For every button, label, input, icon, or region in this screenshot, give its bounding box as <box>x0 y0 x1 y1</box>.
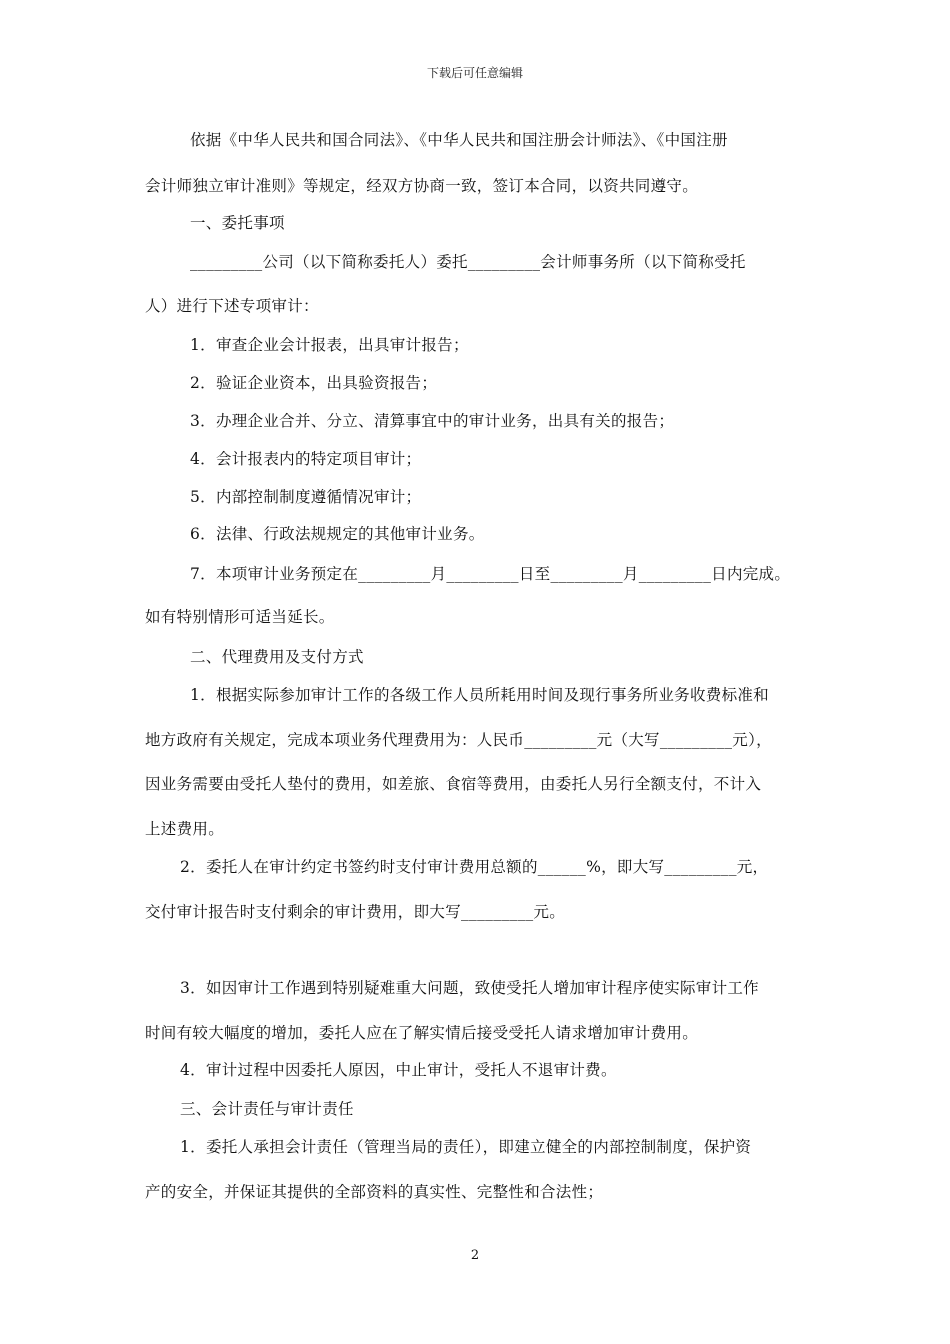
paragraph-line: 会计师独立审计准则》等规定，经双方协商一致，签订本合同，以资共同遵守。 <box>145 177 699 195</box>
paragraph-line: 2．委托人在审计约定书签约时支付审计费用总额的______%，即大写_________元， <box>180 858 769 876</box>
paragraph-line: 如有特别情形可适当延长。 <box>145 608 335 626</box>
paragraph-line: 4．审计过程中因委托人原因，中止审计，受托人不退审计费。 <box>180 1061 617 1079</box>
paragraph-line: 上述费用。 <box>145 820 225 838</box>
list-item: 3．办理企业合并、分立、清算事宜中的审计业务，出具有关的报告； <box>190 412 675 430</box>
section-heading: 三、会计责任与审计责任 <box>180 1100 354 1118</box>
paragraph-line: 产的安全，并保证其提供的全部资料的真实性、完整性和合法性； <box>145 1183 604 1201</box>
paragraph-line: 1．根据实际参加审计工作的各级工作人员所耗用时间及现行事务所业务收费标准和 <box>190 686 769 704</box>
page-header: 下载后可任意编辑 <box>426 66 523 80</box>
paragraph-line: 时间有较大幅度的增加，委托人应在了解实情后接受受托人请求增加审计费用。 <box>145 1024 699 1042</box>
section-heading: 一、委托事项 <box>190 214 285 232</box>
list-item: 6．法律、行政法规规定的其他审计业务。 <box>190 525 485 543</box>
paragraph-line: 人）进行下述专项审计： <box>145 297 319 315</box>
list-item: 5．内部控制制度遵循情况审计； <box>190 488 422 506</box>
list-item: 7．本项审计业务预定在_________月_________日至_________月_________日内完成。 <box>190 565 791 583</box>
paragraph-line: 1．委托人承担会计责任（管理当局的责任），即建立健全的内部控制制度，保护资 <box>180 1138 752 1156</box>
paragraph-line: 因业务需要由受托人垫付的费用，如差旅、食宿等费用，由委托人另行全额支付，不计入 <box>145 775 762 793</box>
page-number: 2 <box>470 1248 480 1263</box>
paragraph-line: 3．如因审计工作遇到特别疑难重大问题，致使受托人增加审计程序使实际审计工作 <box>180 979 759 997</box>
paragraph-line: 依据《中华人民共和国合同法》、《中华人民共和国注册会计师法》、《中国注册 <box>190 131 728 149</box>
section-heading: 二、代理费用及支付方式 <box>190 648 364 666</box>
list-item: 1．审查企业会计报表，出具审计报告； <box>190 336 469 354</box>
list-item: 4．会计报表内的特定项目审计； <box>190 450 422 468</box>
paragraph-line: 地方政府有关规定，完成本项业务代理费用为：人民币_________元（大写_________元）， <box>145 731 772 749</box>
paragraph-line: 交付审计报告时支付剩余的审计费用，即大写_________元。 <box>145 903 566 921</box>
paragraph-line: _________公司（以下简称委托人）委托_________会计师事务所（以下简称受托 <box>190 253 746 271</box>
list-item: 2．验证企业资本，出具验资报告； <box>190 374 438 392</box>
